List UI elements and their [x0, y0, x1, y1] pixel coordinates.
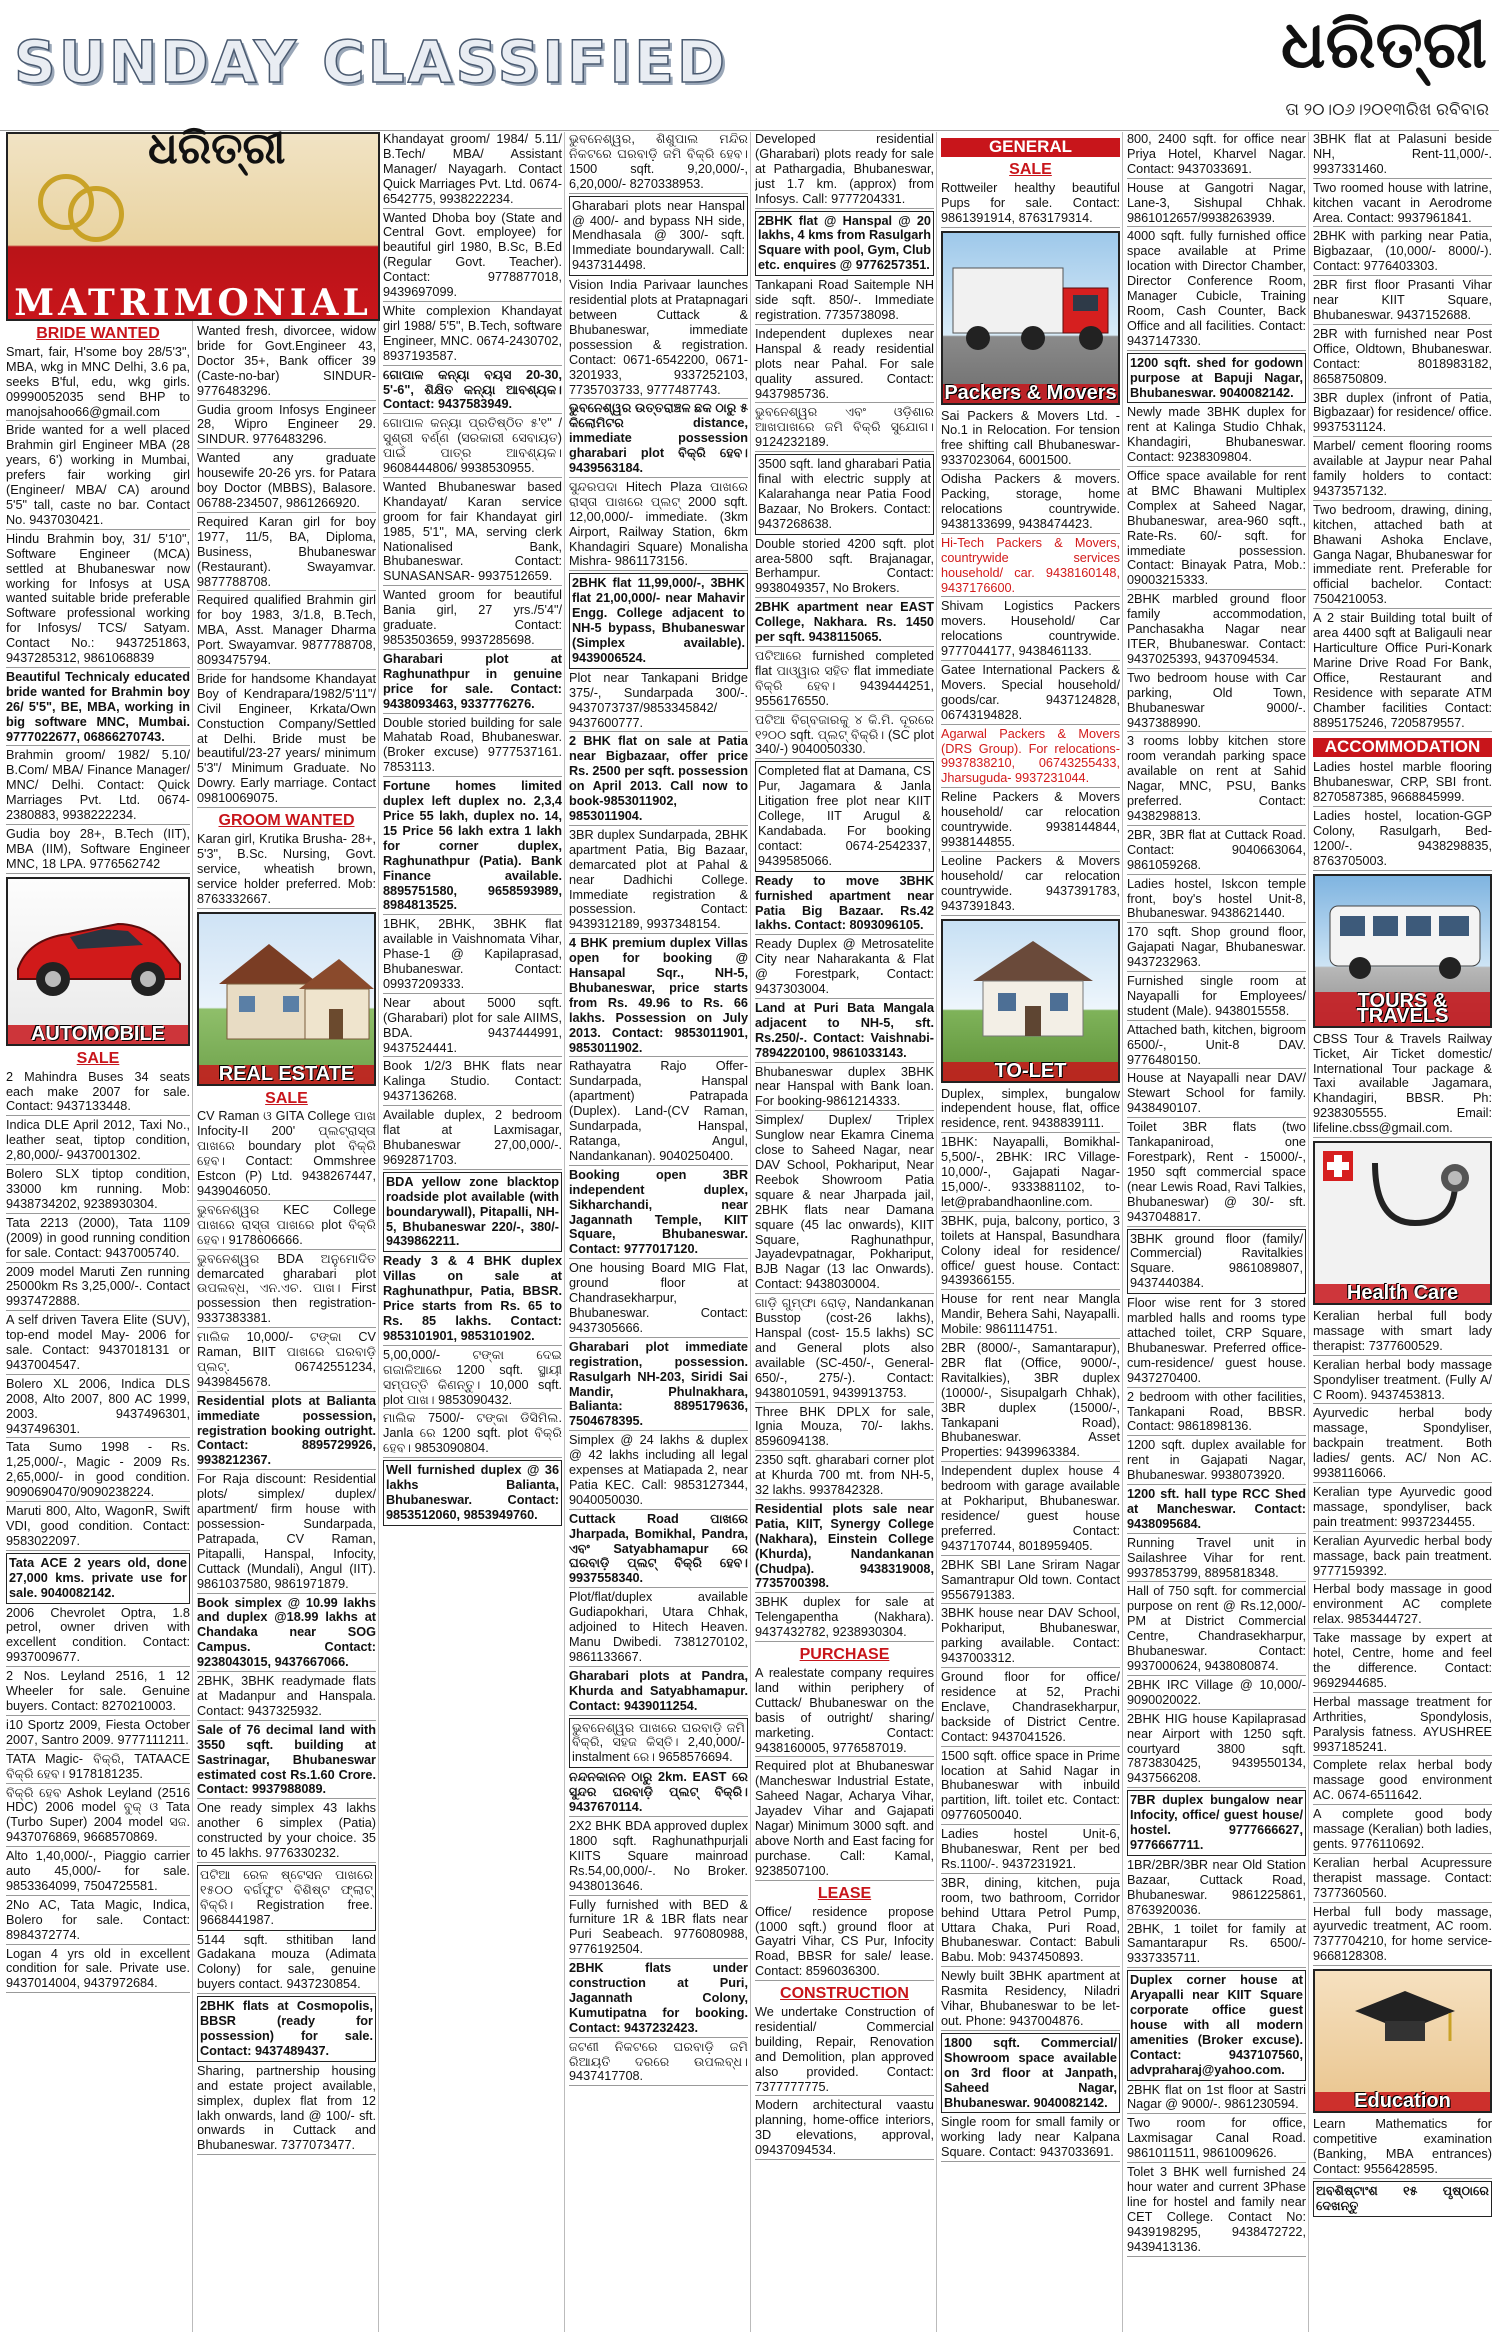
- classified-ad: Keralian herbal full body massage with smart lady therapist: 7377600529.: [1313, 1309, 1492, 1356]
- classified-ad: Herbal full body massage, ayurvedic treatment, AC room. 7377704210, for home service- 9668128308.: [1313, 1905, 1492, 1967]
- classified-ad: A self driven Tavera Elite (SUV), top-end model May- 2006 for sale. Contact: 9437018131 or 9437004547.: [6, 1313, 190, 1375]
- classified-ad: Plot near Tankapani Bridge 375/-, Sundarpada 300/-. 9437073737/9853345842/ 9437600777.: [569, 671, 748, 733]
- classified-ad: 2BHK HIG house Kapilaprasad near Airport with 1250 sqft. courtyard 3800 sqft. 7873830425, 9439550134, 9437566208.: [1127, 1712, 1306, 1789]
- classified-ad: Sai Packers & Movers Ltd. - No.1 in Relocation. For tension free shifting call Bhubaneswar- 9337023064, 6001500.: [941, 409, 1120, 471]
- classified-ad: Brahmin groom/ 1982/ 5.10/ B.Com/ MBA/ Finance Manager/ MNC/ Delhi. Contact: Quick Marriages Pvt. Ltd. 0674-2380883, 9938222234.: [6, 748, 190, 825]
- classified-ad: 1800 sqft. Commercial/ Showroom space available on 3rd floor at Janpath, Saheed Nagar, Bhubaneswar. 9040082142.: [941, 2033, 1120, 2114]
- classified-ad: ପଟିଆ ରେଳ ଷ୍ଟେସନ ପାଖରେ ୧୫୦୦ ବର୍ଗଫୁଟ ବିଶିଷ୍ଟ ଫ୍ଲାଟ୍ ବିକ୍ରି। Registration free. 9668441987.: [197, 1865, 376, 1931]
- classified-ad: 2350 sqft. gharabari corner plot at Khurda 700 mt. from NH-5, 32 lakhs. 9937842328.: [755, 1453, 934, 1500]
- classified-ad: A 2 stair Building total built of area 4400 sqft at Baligauli near Harticulture Office Puri-Konark Marine Drive Road For Bank, Office, Restaurant and Residence with separate ATM Chamber facilities Contact: 8895175246, 7205879557.: [1313, 611, 1492, 732]
- classified-ad: Required plot at Bhubaneswar (Mancheswar Industrial Estate, Saheed Nagar, Acharya Vihar, Jayadev Vihar and Gajapati Nagar) Minimum 3000 sqft. and above North and East facing for purchase. Call: Kamal, 9238507100.: [755, 1759, 934, 1880]
- classified-ad: 2009 model Maruti Zen running 25000km Rs 3,25,000/-. Contact 9937472888.: [6, 1265, 190, 1312]
- classified-ad: 800, 2400 sqft. for office near Priya Hotel, Kharvel Nagar. Contact: 9437033691.: [1127, 132, 1306, 179]
- classified-ad: Book 1/2/3 BHK flats near Kalinga Studio. Contact: 9437136268.: [383, 1059, 562, 1106]
- classified-ad: 3500 sqft. land gharabari Patia final with electric supply at Kalarahanga near Patia Food Bazaar, No Brokers. Contact: 9437268638.: [755, 454, 934, 535]
- bus-icon: [1315, 876, 1492, 996]
- classified-ad: ଭୁବନେଶ୍ୱର, ଶିଶୁପାଲ ମନ୍ଦିର ନିକଟରେ ଘରବାଡ଼ି ଜମି ବିକ୍ରି ହେବ। 1500 sqft. 9,20,000/-, 6,20,000/- 8270338953.: [569, 132, 748, 194]
- classified-ad: Toilet 3BR flats (two Tankapaniroad, one Forestpark), Rent - 15000/-, 1950 sqft commercial space (near Lewis Road, Ravi Talkies, Bhubaneswar) @ 30/- sft. 9437048817.: [1127, 1120, 1306, 1226]
- classified-ad: Beautiful Technicaly educated bride wanted for Brahmin boy 26/ 5'5", BE, MBA, working in big software MNC, Mumbai. 9777022677, 06866270743.: [6, 670, 190, 747]
- classified-ad: 170 sqft. Shop ground floor, Gajapati Nagar, Bhubaneswar. 9437232963.: [1127, 925, 1306, 972]
- classified-ad: ସୁନ୍ଦରପଦା Hitech Plaza ପାଖରେ ରାସ୍ତା ପାଖରେ ପ୍ଲଟ୍ 2000 sqft. 12,00,000/- immediate. (3km Airport, Railway Station, 6km Khandagiri Square) Monalisha Mishra- 9861173156.: [569, 480, 748, 571]
- section-heading-general: GENERAL: [941, 138, 1120, 157]
- classified-ad: ଭୁବନେଶ୍ୱର ଏବଂ ଓଡ଼ିଶାର ଆଖପାଖରେ ଜମି ବିକ୍ରି ସୁଯୋଗ। 9124232189.: [755, 405, 934, 452]
- newspaper-logo: ଧରିତ୍ରୀ: [1280, 6, 1487, 83]
- classified-ad: Developed residential (Gharabari) plots ready for sale at Pathargadia, Bhubaneswar, just 1.7 km. (approx) from Infosys. Call: 9777204331.: [755, 132, 934, 209]
- classified-ad: Bhubaneswar duplex 3BHK near Hanspal with Bank loan. For booking-9861214333.: [755, 1065, 934, 1112]
- classified-ad: Tata ACE 2 years old, done 27,000 kms. private use for sale. 9040082142.: [6, 1553, 190, 1604]
- column-5: [755, 132, 937, 2332]
- classified-ad: i10 Sportz 2009, Fiesta October 2007, Santro 2009. 9777111211.: [6, 1718, 190, 1750]
- house-icon: [199, 914, 376, 1054]
- classified-ad: Three BHK DPLX for sale, Ignia Mouza, 70/- lakhs. 8596094138.: [755, 1405, 934, 1452]
- education-heading: Education: [1315, 2092, 1490, 2111]
- classified-ad: Take massage by expert at hotel, Centre, home and feel the difference. Contact: 9692944685.: [1313, 1631, 1492, 1693]
- classified-ad: Double storied 4200 sqft. plot area-5800 sqft. Brajanagar, Berhampur. Contact: 9938049357, No Brokers.: [755, 537, 934, 599]
- classified-ad: Two bedroom, drawing, dining, kitchen, attached bath at Bhawani Ashoka Enclave, Ganga Nagar, Bhubaneswar for immediate rent. Preferable for official bachelor. Contact: 7504210053.: [1313, 503, 1492, 609]
- classified-ad: Furnished single room at Nayapalli for Employees/ student (Male). 9438015558.: [1127, 974, 1306, 1021]
- classified-ad: Agarwal Packers & Movers (DRS Group). For relocations- 9937838210, 06743255433, Jharsuguda- 9937231044.: [941, 727, 1120, 789]
- classified-ad: 3BHK duplex for sale at Telengapentha (Nakhara). 9437432782, 9238930304.: [755, 1595, 934, 1642]
- classified-ad: Ayurvedic herbal body massage, Spondyliser, backpain treatment. Both ladies/ gents. AC/ Non AC. 9938116066.: [1313, 1406, 1492, 1483]
- graduation-icon: [1315, 1971, 1492, 2081]
- section-heading-construction: CONSTRUCTION: [780, 1985, 909, 2003]
- column-7: [1127, 132, 1309, 2332]
- classified-ad: Ready Duplex @ Metrosatelite City near Naharakanta & Flat @ Forestpark, Contact: 9437303004.: [755, 937, 934, 999]
- classified-ad: Gudia boy 28+, B.Tech (IIT), MBA (IIM), Software Engineer MNC, 18 LPA. 9776562742: [6, 827, 190, 874]
- classified-ad: 2BHK apartment near EAST College, Nakhara. Rs. 1450 per sqft. 9438115065.: [755, 600, 934, 647]
- matrimonial-heading: MATRIMONIAL: [14, 282, 372, 325]
- education-banner: [1313, 1969, 1492, 2113]
- classified-ad: ନନ୍ଦନକାନନ ଠାରୁ 2km. EAST ରେ ସୁନ୍ଦର ଘରବାଡ଼ି ପ୍ଲଟ୍ ବିକ୍ରି। 9437670114.: [569, 1770, 748, 1817]
- classified-ad: Independent duplex house 4 bedroom with garage available at Pokhariput, Bhubaneswar. residence/ guest house preferred. Contact: 9437170744, 8018959405.: [941, 1464, 1120, 1555]
- classified-ad: One housing Board MIG Flat, ground floor at Chandrasekharpur, Bhubaneswar. Contact: 9437305666.: [569, 1261, 748, 1338]
- classified-ad: 7BR duplex bungalow near Infocity, office/ guest house/ hostel. 9777666627, 9776667711.: [1127, 1790, 1306, 1856]
- classified-ad: Newly made 3BHK duplex for rent at Kalinga Studio Chhak, Khandagiri, Bhubaneswar. Contact: 9238309804.: [1127, 405, 1306, 467]
- classified-ad: 1200 sqft. shed for godown purpose at Bapuji Nagar, Bhubaneswar. 9040082142.: [1127, 353, 1306, 404]
- classified-ad: ଭୁବନେଶ୍ୱର ଉତ୍ତରାଞ୍ଚଳ ଛକ ଠାରୁ ୫ କିଲୋମିଟର distance, immediate possession gharabari plot ବିକ୍ରି ହେବ। 9439563184.: [569, 401, 748, 478]
- classified-ad: Floor wise rent for 3 stored marbled halls and rooms type attached toilet, CRP Square, Bhubaneswar. Preferred office-cum-residence/ guest house. 9437270400.: [1127, 1296, 1306, 1387]
- packers-movers-banner: [941, 231, 1120, 405]
- classified-ad: Reline Packers & Movers household/ car relocation countrywide. 9938144844, 9938144855.: [941, 790, 1120, 852]
- classified-ad: 2BHK with parking near Patia, Bigbazaar, (10,000/- 8000/-). Contact: 9776403303.: [1313, 229, 1492, 276]
- classified-ad: Bride wanted for a well placed Brahmin girl Engineer MBA (28 years, 6') working in Mumbai, prefers fair working girl (Engineer/ MBA/ CA) around 5'5" tall, caste no bar. Contact No. 9437030421.: [6, 423, 190, 529]
- stethoscope-icon: [1315, 1143, 1492, 1273]
- classified-ad: 3BHK house near DAV School, Pokhariput, Bhubaneswar, parking available. Contact: 9437003312.: [941, 1606, 1120, 1668]
- continued-note: ଅବଶିଷ୍ଟାଂଶ ୧୫ ପୃଷ୍ଠାରେ ଦେଖନ୍ତୁ: [1313, 2181, 1492, 2217]
- classified-ad: 4 BHK premium duplex Villas open for booking @ Hansapal Sqr., NH-5, Bhubaneswar, price starts from Rs. 49.96 to Rs. 66 lakhs. Possession on July 2013. Contact: 9853011901, 9853011902.: [569, 936, 748, 1057]
- classified-ad: Keralian herbal Acupressure therapist massage. Contact: 7377360560.: [1313, 1856, 1492, 1903]
- page-title: SUNDAY CLASSIFIED: [14, 28, 728, 96]
- section-heading-purchase: PURCHASE: [799, 1646, 890, 1664]
- classified-ad: Gharabari plot at Raghunathpur in genuine price for sale. Contact: 9438093463, 9337776276.: [383, 652, 562, 714]
- classified-ad: ଗୋପାଳ କନ୍ୟା ବୟସ 20-30, 5'-6", ଶିକ୍ଷିତ କନ୍ୟା ଆବଶ୍ୟକ। Contact: 9437583949.: [383, 368, 562, 415]
- issue-date: ତା ୨୦।୦୬।୨୦୧୩ରିଖ ରବିବାର: [1285, 100, 1489, 119]
- classified-ad: Keralian Ayurvedic herbal body massage, back pain treatment. 9777159392.: [1313, 1534, 1492, 1581]
- real-estate-banner: [197, 912, 376, 1086]
- classified-ad: ଗାଡ଼ି ଗୁମ୍ଫା ରୋଡ଼, Nandankanan Busstop (cost-26 lakhs), Hanspal (cost- 15.5 lakhs) SC and General plots also available (SC-450/-, General- 650/-, 275/-). Contact: 9438010591, 9439913753.: [755, 1296, 934, 1402]
- classified-ad: ପଟିଆ ବିଗ୍‌ବଜାରକୁ ୪ କି.ମି. ଦୂରରେ ୧୨୦୦ sqft. ପ୍ଲଟ୍ ବିକ୍ରି। (SC plot 340/-) 9040050330.: [755, 713, 934, 760]
- packers-movers-heading: Packers & Movers: [944, 381, 1117, 404]
- matrimonial-banner: [6, 123, 380, 325]
- classified-ad: Tankapani Road Saitemple NH side sqft. 850/-. Immediate registration. 7735738098.: [755, 278, 934, 325]
- classified-ad: Ladies hostel, Iskcon temple front, boy's hostel Unit-8, Bhubaneswar. 9438621440.: [1127, 877, 1306, 924]
- classified-ad: 2BR with furnished near Post Office, Oldtown, Bhubaneswar. Contact: 8018983182, 8658750809.: [1313, 327, 1492, 389]
- classified-ad: 2BHK flat on 1st floor at Sastri Nagar @ 9000/-. 9861230594.: [1127, 2083, 1306, 2115]
- classified-ad: Two room for office, Laxmisagar Canal Road. 9861011511, 9861009626.: [1127, 2116, 1306, 2163]
- building-icon: [943, 921, 1120, 1051]
- classified-ad: Ground floor for office/ residence at 52, Prachi Enclave, Chandrasekharpur, backside of District Centre. Contact: 9437041526.: [941, 1670, 1120, 1747]
- classified-ad: Ladies hostel marble flooring Bhubaneswar, CRP, SBI front. 8270587385, 9668845999.: [1313, 760, 1492, 807]
- classified-ad: ଭୁବନେଶ୍ୱର ପାଖରେ ଘରବାଡ଼ି ଜମି ବିକ୍ରି, ସହଜ କିସ୍ତି। 2,40,000/- instalment ରେ। 9658576694.: [569, 1718, 748, 1769]
- classified-ad: 1500 sqft. office space in Prime location at Sahid Nagar in Bhubaneswar with inbuild partition, lift. toilet etc. Contact: 09776050040.: [941, 1749, 1120, 1826]
- classified-ad: A complete good body massage (Keralian) both ladies, gents. 9776110692.: [1313, 1807, 1492, 1854]
- classified-ad: Land at Puri Bata Mangala adjacent to NH-5, sft. Rs.250/-. Contact: Vaishnabi- 7894220100, 9861033143.: [755, 1001, 934, 1063]
- classified-ad: 2No AC, Tata Magic, Indica, Bolero for sale. Contact: 8984372774.: [6, 1898, 190, 1945]
- classified-ad: Keralian type Ayurvedic good massage, spondyliser, back pain treatment: 9937234455.: [1313, 1485, 1492, 1532]
- classified-ad: Hi-Tech Packers & Movers, countrywide services household/ car. 9438160148, 9437176600.: [941, 536, 1120, 598]
- classified-ad: Residential plots sale near Patia, KIIT, Synergy College (Nakhara), Einstein College (Khurda), Nandankanan (Chudpa). 9438319008, 7735700398.: [755, 1502, 934, 1593]
- classified-ad: 3BHK ground floor (family/ Commercial) Ravitalkies Square. 9861089807, 9437440384.: [1127, 1229, 1306, 1295]
- classified-ad: Near about 5000 sqft. (Gharabari) plot for sale AIIMS, BDA. 9437444991, 9437524441.: [383, 996, 562, 1058]
- classified-ad: Simplex @ 24 lakhs & duplex @ 42 lakhs including all legal expenses at Matiapada 2, near Patia KEC. Call: 9853127344, 9040050030.: [569, 1433, 748, 1510]
- classified-ad: Running Travel unit in Sailashree Vihar for rent. 9937853799, 8895818348.: [1127, 1536, 1306, 1583]
- section-heading-accommodation: ACCOMMODATION: [1313, 738, 1492, 757]
- column-4: [569, 132, 751, 2332]
- classified-ad: 3BR duplex Sundarpada, 2BHK apartment Patia, Big Bazaar, demarcated plot at Pahal & near Dadhichi College. Immediate registration & possession. Contact: 9439312189, 9937348154.: [569, 828, 748, 934]
- classified-ad: 2BR, 3BR flat at Cuttack Road. Contact: 9040663064, 9861059268.: [1127, 828, 1306, 875]
- classified-ad: 2BHK flats at Cosmopolis, BBSR (ready for possession) for sale. Contact: 9437489437.: [197, 1996, 376, 2062]
- classified-ad: Attached bath, kitchen, bigroom 6500/-, Unit-8 DAV. 9776480150.: [1127, 1023, 1306, 1070]
- classified-ad: Gatee International Packers & Movers. Special household/ goods/car. 9437124828, 06743194828.: [941, 663, 1120, 725]
- automobile-banner: [6, 877, 190, 1046]
- classified-ad: Leoline Packers & Movers household/ car relocation countrywide. 9437391783, 9437391843.: [941, 854, 1120, 916]
- classified-ad: Two roomed house with latrine, kitchen vacant in Aerodrome Area. Contact: 9937961841.: [1313, 181, 1492, 228]
- classified-ad: Learn Mathematics for competitive examination (Banking, MBA entrances) Contact: 9556428595.: [1313, 2117, 1492, 2179]
- column-3: [383, 132, 565, 2332]
- column-6: [941, 132, 1123, 2332]
- classified-ad: 2BR (8000/-, Samantarapur), 2BR flat (Office, 9000/-, Ravitalkies), 3BR duplex (10000/-, Sisupalgarh Chhak), 3BR duplex (15000/-, Tankapani Road), Bhubaneswar. Asset Properties: 9439963384.: [941, 1341, 1120, 1462]
- classified-ad: BDA yellow zone blacktop roadside plot available (with boundarywall), Pitapalli, NH-5, Bhubaneswar 220/-, 380/- 9439862211.: [383, 1172, 562, 1253]
- classified-ad: 2BR first floor Prasanti Vihar near KIIT Square, Bhubaneswar. 9437152688.: [1313, 278, 1492, 325]
- classified-ad: House for rent near Mangla Mandir, Behera Sahi, Nayapalli. Mobile: 9861114751.: [941, 1292, 1120, 1339]
- section-heading-bride-wanted: BRIDE WANTED: [36, 325, 160, 342]
- classified-ad: Bolero SLX tiptop condition, 33000 km running. Mob: 9438734202, 9238930304.: [6, 1167, 190, 1214]
- classified-ad: Rottweiler healthy beautiful Pups for sale. Contact: 9861391914, 8763179314.: [941, 181, 1120, 228]
- classified-ad: Available duplex, 2 bedroom flat at Laxmisagar, Bhubaneswar 27,00,000/-. 9692871703.: [383, 1108, 562, 1170]
- automobile-heading: AUTOMOBILE: [8, 1025, 188, 1044]
- classified-ad: Fortune homes limited duplex left duplex no. 2,3,4 Price 55 lakh, duplex no. 14, 15 Price 56 lakh extra 1 lakh for corner duplex, Raghunathpur (Patia). Bank Finance available. 8895751580, 9658593989, 8984813525.: [383, 779, 562, 915]
- classified-ad: ପଟିଆରେ furnished completed flat ପାଓ୍ୱାର ସହିତ flat immediate ବିକ୍ରି ହେବ। 9439444251, 9556176550.: [755, 649, 934, 711]
- classified-ad: Rathayatra Rajo Offer- Sundarpada, Hanspal (apartment) Patrapada (Duplex). Land-(CV Raman, Sundarpada, Hanspal, Ratanga, Angul, Nandankanan). 9040250400.: [569, 1059, 748, 1165]
- classified-ad: Residential plots at Balianta immediate possession, registration booking outright. Contact: 8895729926, 9938212367.: [197, 1394, 376, 1471]
- classified-ad: 1BHK: Nayapalli, Bomikhal- 5,500/-, 2BHK: IRC Village- 10,000/-, Gajapati Nagar- 15,000/-. 9333881102, to-let@prabandhaonline.com.: [941, 1135, 1120, 1212]
- classified-ad: 2006 Chevrolet Optra, 1.8 petrol, owner driven with excellent condition. Contact: 9937009677.: [6, 1606, 190, 1668]
- classified-ad: Wanted Dhoba boy (State and Central Govt. employee) for beautiful girl 1980, B.Sc, B.Ed (Regular Govt. Teacher). Contact: 9778877018, 9439697099.: [383, 211, 562, 302]
- classified-ad: House at Nayapalli near DAV/ Stewart School for family. 9438490107.: [1127, 1071, 1306, 1118]
- classified-ad: 3BHK flat at Palasuni beside NH, Rent-11,000/-. 9937331460.: [1313, 132, 1492, 179]
- classified-ad: 5144 sqft. sthitiban land Gadakana mouza (Adimata Colony) for sale, genuine buyers contact. 9437230854.: [197, 1933, 376, 1995]
- classified-ad: Complete relax herbal body massage good environment AC. 0674-6511642.: [1313, 1758, 1492, 1805]
- classified-ad: Fully furnished with BED & furniture 1R & 1BR flats near Puri Seabeach. 9776080988, 9776192504.: [569, 1898, 748, 1960]
- tours-travels-banner: [1313, 874, 1492, 1028]
- classified-ad: 3BR duplex (infront of Patia, Bigbazaar) for residence/ office. 9937531124.: [1313, 391, 1492, 438]
- classified-ad: Khandayat groom/ 1984/ 5.11/ B.Tech/ MBA/ Assistant Manager/ Nayagarh. Contact Quick Marriages Pvt. Ltd. 0674-6542775, 9938222234.: [383, 132, 562, 209]
- classified-ad: 3BR, dining, kitchen, puja room, two bathroom, Corridor behind Uttara Petrol Pump, Uttara Chaka, Puri Road, Bhubaneswar. Contact: Babuli Babu. Mob: 9437450893.: [941, 1876, 1120, 1967]
- classified-ad: Ladies hostel, location-GGP Colony, Rasulgarh, Bed- 1200/-. 9438298835, 8763705003.: [1313, 809, 1492, 871]
- classified-ad: Book simplex @ 10.99 lakhs and duplex @18.99 lakhs at Chandaka near SOG Campus. Contact: 9238043015, 9437667066.: [197, 1596, 376, 1673]
- classified-ad: Gharabari plots near Hanspal @ 400/- and bypass NH side, Mendhasala @ 300/- sqft. Immediate boundarywall. Call: 9437314498.: [569, 196, 748, 277]
- classified-ad: Marbel/ cement flooring rooms available at Jaypur near Pahal family holders to contact: 9437357132.: [1313, 439, 1492, 501]
- classified-ad: Duplex corner house at Aryapalli near KIIT Square corporate office guest house with all modern amenities (Broker excuse). Contact: 9437107560, advpraharaj@yahoo.com.: [1127, 1970, 1306, 2080]
- classified-ad: 2BHK flat @ Hanspal @ 20 lakhs, 4 kms from Rasulgarh Square with pool, Gym, Club etc. enquires @ 9776257351.: [755, 211, 934, 277]
- section-heading-sale: SALE: [1009, 160, 1052, 178]
- classified-ad: 2BHK SBI Lane Sriram Nagar Samantrapur Old town. Contact 9556791383.: [941, 1558, 1120, 1605]
- health-care-banner: [1313, 1141, 1492, 1305]
- classified-ad: Maruti 800, Alto, WagonR, Swift VDI, good condition. Contact: 9583022097.: [6, 1504, 190, 1551]
- classified-ad: Herbal body massage in good environment AC complete relax. 9853444727.: [1313, 1582, 1492, 1629]
- sports-car-icon: [8, 879, 188, 1009]
- classified-ad: White complexion Khandayat girl 1988/ 5'5", B.Tech, software Engineer, MNC. 0674-2430702, 8937193587.: [383, 304, 562, 366]
- classified-ad: 5,00,000/- ଟଙ୍କା ଦେଇ ଗଜାଳିଆରେ 1200 sqft. ସ୍ଥାୟୀ ସମ୍ପତ୍ତି କିଣନ୍ତୁ। 10,000 sqft. plot ପାଖ। 9853090432.: [383, 1348, 562, 1410]
- classified-ad: Wanted Bhubaneswar based Khandayat/ Karan service groom for fair Khandayat girl 1985, 5'1", MA, serving clerk Nationalised Bank, Bhubaneswar. Contact: SUNASANSAR- 9937512659.: [383, 480, 562, 586]
- classified-ad: 2 Nos. Leyland 2516, 1 12 Wheeler for sale. Genuine buyers. Contact: 8270210003.: [6, 1669, 190, 1716]
- real-estate-heading: REAL ESTATE: [199, 1065, 374, 1084]
- classified-ad: Logan 4 yrs old in excellent condition for sale. Private use. 9437014004, 9437972684.: [6, 1947, 190, 1994]
- classified-ad: Wanted groom for beautiful Bania girl, 27 yrs./5'4"/ graduate. Contact: 9853503659, 9937285698.: [383, 588, 562, 650]
- classified-ad: Gudia groom Infosys Engineer 28, Wipro Engineer 29. SINDUR. 9776483296.: [197, 403, 376, 450]
- section-heading-sale: SALE: [76, 1049, 120, 1067]
- classified-ad: ଗୋପାଳ କନ୍ୟା ପ୍ରତିଷ୍ଠିତ ୫'୧" / ସୁଶ୍ରୀ ବର୍ଣ୍ଣ (ସରକାରୀ ସେବାୟତ) ପାଇଁ ପାତ୍ର ଆବଶ୍ୟକ। 9608444806/ 9938530955.: [383, 416, 562, 478]
- classified-ad: Wanted fresh, divorcee, widow bride for Govt.Engineer 43, Doctor 35+, Bank officer 39 (Caste-no-bar) SINDUR- 9776483296.: [197, 324, 376, 401]
- to-let-banner: [941, 919, 1120, 1083]
- classified-ad: Office space available for rent at BMC Bhawani Multiplex Complex at Saheed Nagar, Bhubaneswar, area-960 sqft., Rate-Rs. 60/- sqft. for immediate possession. Contact: Binayak Patra, Mob.: 09003215333.: [1127, 469, 1306, 590]
- classified-ad: Independent duplexes near Hanspal & ready residential plots near Pahal. For sale quality assured. Contact: 9437985736.: [755, 327, 934, 404]
- classified-ad: Double storied building for sale Mahatab Road, Bhubaneswar. (Broker excuse) 9777537161. 7853113.: [383, 716, 562, 778]
- classified-ad: ଭୁବନେଶ୍ୱର KEC College ପାଖରେ ରାସ୍ତା ପାଖରେ plot ବିକ୍ରି ହେବ। 9178606666.: [197, 1203, 376, 1250]
- classified-ad: 2BHK IRC Village @ 10,000/- 9090020022.: [1127, 1678, 1306, 1710]
- classified-ad: Sale of 76 decimal land with 3550 sqft. building at Sastrinagar, Bhubaneswar estimated cost Rs.1.60 Crore. Contact: 9937988089.: [197, 1723, 376, 1800]
- classified-ad: Gharabari plot immediate registration, possession. Rasulgarh NH-203, Siridi Sai Mandir, Phulnakhara, Balianta: 8895179636, 7504678395.: [569, 1340, 748, 1431]
- classified-ad: Ready to move 3BHK furnished apartment near Patia Big Bazaar. Rs.42 lakhs. Contact: 8093096105.: [755, 874, 934, 936]
- classified-ad: Required Karan girl for boy 1977, 11/5, BA, Diploma, Business, Bhubaneswar (Restaurant). Swayamvar. 9877788708.: [197, 515, 376, 592]
- classified-ad: CV Raman ଓ GITA College ପାଖ Infocity-II 200' ପ୍ଲଟ୍‌ରାସ୍ତା ପାଖରେ boundary plot ବିକ୍ରି ହେବ। Contact: Ommshree Estcon (P) Ltd. 9438267447, 9439046050.: [197, 1109, 376, 1200]
- classified-ad: Alto 1,40,000/-, Piaggio carrier auto 45,000/- for sale. 9853364099, 7504725581.: [6, 1849, 190, 1896]
- classified-ad: Bride for handsome Khandayat Boy of Kendrapara/1982/5'11"/ Civil Engineer, Krkata/Own Constuction Company/Settled at Delhi. Bride must be beautiful/23-27 years/ minimum 5'3"/ Minimum Graduate. No Dowry. Early marriage. Contact 09810069075.: [197, 672, 376, 808]
- matrimonial-logo: ଧରିତ୍ରୀ: [148, 123, 286, 174]
- classified-ad: Ladies hostel Unit-6, Bhubaneswar, Rent per bed Rs.1100/-. 9437231921.: [941, 1827, 1120, 1874]
- classified-ad: Ready 3 & 4 BHK duplex Villas on sale at Raghunathpur, Patia, BBSR. Price starts from Rs. 65 to Rs. 85 lakhs. Contact: 9853101901, 9853101902.: [383, 1254, 562, 1345]
- classified-ad: 2 Mahindra Buses 34 seats each make 2007 for sale. Contact: 9437133448.: [6, 1070, 190, 1117]
- classified-ad: ମାଲିକ 10,000/- ଟଙ୍କା CV Raman, BIIT ପାଖରେ ଘରବାଡ଼ି ପ୍ଲଟ୍. 06742551234, 9439845678.: [197, 1330, 376, 1392]
- classified-ad: 4000 sqft. fully furnished office space available at Prime location with Director Chamber, Director Conference Room, Manager Cubicle, Training Room, Cash Counter, Back Office and all facilities. Contact: 9437147330.: [1127, 229, 1306, 350]
- classified-ad: ମାଲିକ 7500/- ଟଙ୍କା ଡିସିମିଲ. Janla ରେ 1200 sqft. plot ବିକ୍ରି ହେବ। 9853090804.: [383, 1411, 562, 1458]
- classified-ad: Smart, fair, H'some boy 28/5'3", MBA, wkg in MNC Delhi, 3.6 pa, seeks B'ful, edu, wkg girls. 09990052035 send BHP to manojsahoo66@gmail.com: [6, 345, 190, 422]
- section-heading-sale: SALE: [265, 1089, 308, 1107]
- classified-ad: Herbal massage treatment for Arthrities, Spondylosis, Paralysis fatness. AYUSHREE 9937185241.: [1313, 1695, 1492, 1757]
- classified-ad: Booking open 3BR independent duplex, Sikharchandi, near Jagannath Temple, KIIT Square, Bhubaneswar. Contact: 9777017120.: [569, 1168, 748, 1259]
- section-heading-groom-wanted: GROOM WANTED: [218, 812, 355, 830]
- classified-ad: 1200 sqft. duplex available for rent in Gajapati Nagar, Bhubaneswar. 9938073920.: [1127, 1438, 1306, 1485]
- classified-ad: Tata 2213 (2000), Tata 1109 (2009) in good running condition for sale. Contact: 9437005740.: [6, 1216, 190, 1263]
- classified-columns: [6, 123, 1494, 2332]
- classified-ad: We undertake Construction of residential/ Commercial building, Repair, Renovation and Demolition, plan approved also provided. Contact: 7377777775.: [755, 2005, 934, 2096]
- classified-ad: CBSS Tour & Travels Railway Ticket, Air Ticket domestic/ International Tour package & Taxi available Jagamara, Khandagiri, BBSR. Ph: 9238305555. Email: lifeline.cbss@gmail.com.: [1313, 1032, 1492, 1138]
- classified-ad: Modern architectural vaastu planning, home-office interiors, 3D elevations, approval, 09437094534.: [755, 2098, 934, 2160]
- classified-ad: Simplex/ Duplex/ Triplex Sunglow near Ekamra Cinema close to Saheed Nagar, near DAV School, Pokhariput, Near Reebok Showroom Patia square & near Jharpada jail, 2BHK flats near Damana square (45 lac onwards), KIIT Square, Raghunathpur, Jayadevpatnagar, Pokhariput, BJB Nagar (13 lac Onwards). Contact: 9438030004.: [755, 1113, 934, 1294]
- health-care-heading: Health Care: [1315, 1284, 1490, 1303]
- classified-ad: 1200 sft. hall type RCC Shed at Mancheswar. Contact: 9438095684.: [1127, 1487, 1306, 1534]
- classified-ad: Tata Sumo 1998 - Rs. 1,25,000/-, Magic - 2009 Rs. 2,65,000/- in good condition. 9090690470/9090238224.: [6, 1440, 190, 1502]
- classified-ad: 2BHK, 3BHK readymade flats at Madanpur and Hanspala. Contact: 9437325932.: [197, 1674, 376, 1721]
- classified-ad: Karan girl, Krutika Brusha- 28+, 5'3", B.Sc. Nursing, Govt. service, wheatish brown, service holder preferred. Mob: 8763332667.: [197, 832, 376, 909]
- wedding-rings-icon: [68, 186, 124, 242]
- classified-ad: Gharabari plots at Pandra, Khurda and Satyabhamapur. Contact: 9439011254.: [569, 1669, 748, 1716]
- classified-ad: Keralian herbal body massage Spondyliser treatment. (Fully A/ C Room). 9437453813.: [1313, 1358, 1492, 1405]
- classified-ad: Hindu Brahmin boy, 31/ 5'10", Software Engineer (MCA) settled at Bhubaneswar now working for Infosys at USA wanted suitable bride preferable Software professional working for Infosys/ TCS/ Satyam. Contact No.: 9437251863, 9437285312, 9861068839: [6, 532, 190, 668]
- classified-ad: A realestate company requires land within periphery of Cuttack/ Bhubaneswar on the basis of outright/ sharing/ marketing. Contact: 9438160005, 9776587019.: [755, 1666, 934, 1757]
- classified-ad: Wanted any graduate housewife 20-26 yrs. for Patara boy Doctor (MBBS), Balasore. 06788-234507, 9861266920.: [197, 451, 376, 513]
- classified-ad: Newly built 3BHK apartment at Rasmita Residency, Niladri Vihar, Bhubaneswar to be let-out. Phone: 9437004876.: [941, 1969, 1120, 2031]
- classified-ad: 1BHK, 2BHK, 3BHK flat available in Vaishnomata Vihar, Phase-1 @ Kapilaprasad, Bhubaneswar. Contact: 09937209333.: [383, 917, 562, 994]
- classified-ad: ବିକ୍ରି ହେବ Ashok Leyland (2516 HDC) 2006 model ବୁକ୍ ଓ Tata (Turbo Super) 2004 model ସଜ. 9437076869, 9668570869.: [6, 1786, 190, 1848]
- classified-ad: Sharing, partnership housing and estate project available, simplex, duplex flat from 12 lakh onwards, land @ 100/- sft. onwards in Cuttack and Bhubaneswar. 7377073477.: [197, 2064, 376, 2155]
- classified-ad: Office/ residence propose (1000 sqft.) ground floor at Gayatri Vihar, CS Pur, Infocity Road, BBSR for sale/ lease. Contact: 8596036300.: [755, 1905, 934, 1982]
- to-let-heading: TO-LET: [943, 1062, 1118, 1081]
- classified-ad: Two bedroom house with Car parking, Old Town, Bhubaneswar 9000/-. 9437388990.: [1127, 671, 1306, 733]
- truck-icon: [943, 233, 1120, 373]
- classified-ad: ଜଟଣୀ ନିକଟରେ ଘରବାଡ଼ି ଜମି ରିଆୟତି ଦରରେ ଉପଲବ୍ଧ। 9437417708.: [569, 2040, 748, 2087]
- classified-ad: TATA Magic- ବିକ୍ରି, TATAACE ବିକ୍ରି ହେବ। 9178181235.: [6, 1752, 190, 1784]
- classified-ad: 2X2 BHK BDA approved duplex 1800 sqft. Raghunathpurjali KIITS Square mainroad Rs.54,00,000/-. No Broker. 9438013646.: [569, 1819, 748, 1896]
- classified-ad: For Raja discount: Residential plots/ simplex/ duplex/ apartment/ firm house with possession- Sundarpada, Patrapada, CV Raman, Pitapalli, Hanspal, Infocity, Cuttack (Mundali), Angul (IIT). 9861037580, 9861971879.: [197, 1472, 376, 1593]
- classified-ad: Hall of 750 sqft. for commercial purpose on rent @ Rs.12,000/- PM at District Commercial Centre, Chandrasekharpur, Bhubaneswar. Contact: 9937000624, 9438080874.: [1127, 1584, 1306, 1675]
- classified-ad: Plot/flat/duplex available Gudiapokhari, Utara Chhak, adjoined to Hitech Heaven. Manu Dwibedi. 7381270102, 9861133667.: [569, 1590, 748, 1667]
- classified-ad: One ready simplex 43 lakhs another 6 simplex (Patia) constructed by your choice. 35 to 45 lakhs. 9776330232.: [197, 1801, 376, 1863]
- classified-ad: 3BHK, puja, balcony, portico, 3 toilets at Hanspal, Basundhara Colony ideal for residence/ office/ guest house. Contact: 9439366155.: [941, 1214, 1120, 1291]
- section-heading-lease: LEASE: [817, 1884, 872, 1902]
- classified-ad: Tolet 3 BHK well furnished 24 hour water and current 3Phase line for hostel and family near CET College. Contact No: 9439198295, 9438472722, 9439413136.: [1127, 2165, 1306, 2256]
- classified-ad: Completed flat at Damana, CS Pur, Jagamara & Janla Litigation free plot near KIIT College, IIT Arugul & Kandabada. For booking contact: 0674-2542337, 9439585066.: [755, 761, 934, 871]
- classified-ad: Cuttack Road ପାଖରେ Jharpada, Bomikhal, Pandra, ଏବଂ Satyabhamapur ରେ ଘରବାଡ଼ି ପ୍ଲଟ୍ ବିକ୍ରି ହେବ। 9937558340.: [569, 1512, 748, 1589]
- classified-ad: Bolero XL 2006, Indica DLS 2008, Alto 2007, 800 AC 1999, 2003. 9437496301, 9437496301.: [6, 1377, 190, 1439]
- masthead: [0, 0, 1499, 131]
- classified-ad: House at Gangotri Nagar, Lane-3, Sishupal Chhak. 9861012657/9938263939.: [1127, 181, 1306, 228]
- classified-ad: 2BHK marbled ground floor family accommodation, Panchasakha Nagar near ITER, Bhubaneswar. Contact: 9437025393, 9437094534.: [1127, 592, 1306, 669]
- classified-ad: Indica DLE April 2012, Taxi No., leather seat, tiptop condition, 2,80,000/- 9437001302.: [6, 1118, 190, 1165]
- column-8: [1313, 132, 1494, 2332]
- classified-ad: 2BHK flats under construction at Puri, Jagannath Colony, Kumutipatna for booking. Contact: 9437232423.: [569, 1961, 748, 2038]
- classified-ad: 2BHK flat 11,99,000/-, 3BHK flat 21,00,000/- near Mahavir Engg. College adjacent to NH-5 bypass, Bhubaneswar (Simplex available). 9439006524.: [569, 573, 748, 668]
- classified-ad: 2 BHK flat on sale at Patia near Bigbazaar, offer price Rs. 2500 per sqft. possession on April 2013. Call now to book-9853011902, 9853011904.: [569, 734, 748, 825]
- classified-ad: Odisha Packers & movers. Packing, storage, home relocations countrywide. 9438133699, 9438474423.: [941, 472, 1120, 534]
- classified-ad: Vision India Parivaar launches residential plots at Pratapnagari between Cuttack & Bhubaneswar, immediate possession & registration. Contact: 0671-6542200, 0671-3201933, 9337252103, 7735703733, 9777487743.: [569, 278, 748, 399]
- classified-ad: Single room for small family or working lady near Kalpana Square. Contact: 9437033691.: [941, 2115, 1120, 2162]
- classified-ad: Duplex, simplex, bungalow independent house, flat, office residence, rent. 9438839111.: [941, 1087, 1120, 1134]
- classified-ad: 3 rooms lobby kitchen store room verandah parking space available on rent at Sahid Nagar, MNC, PSU, Banks preferred. Contact: 9438298813.: [1127, 734, 1306, 825]
- classified-ad: 1BR/2BR/3BR near Old Station Bazaar, Cuttack Road, Bhubaneswar. 9861225861, 8763920036.: [1127, 1858, 1306, 1920]
- classified-ad: 2BHK, 1 toilet for family at Samantarapur Rs. 6500/- 9337335711.: [1127, 1922, 1306, 1969]
- classified-ad: Shivam Logistics Packers movers. Household/ Car relocations countrywide. 9777044177, 9438461133.: [941, 599, 1120, 661]
- classified-ad: Well furnished duplex @ 36 lakhs Balianta, Bhubaneswar. Contact: 9853512060, 9853949760.: [383, 1460, 562, 1526]
- classified-ad: ଭୁବନେଶ୍ୱର BDA ଅନୁମୋଦିତ demarcated gharabari plot ଉପଲବ୍ଧ, ଏନ.ଏଚ. ପାଖ। First possession then registration-9337383381.: [197, 1252, 376, 1329]
- classified-ad: 2 bedroom with other facilities, Tankapani Road, BBSR. Contact: 9861898136.: [1127, 1390, 1306, 1437]
- column-2: [197, 132, 379, 2332]
- tours-travels-heading: TOURS & TRAVELS: [1315, 992, 1490, 1026]
- classified-ad: Required qualified Brahmin girl for boy 1983, 3/1.8, B.Tech, MBA, Asst. Manager Dharma Port. Swayamvar. 9877788708, 8093475794.: [197, 593, 376, 670]
